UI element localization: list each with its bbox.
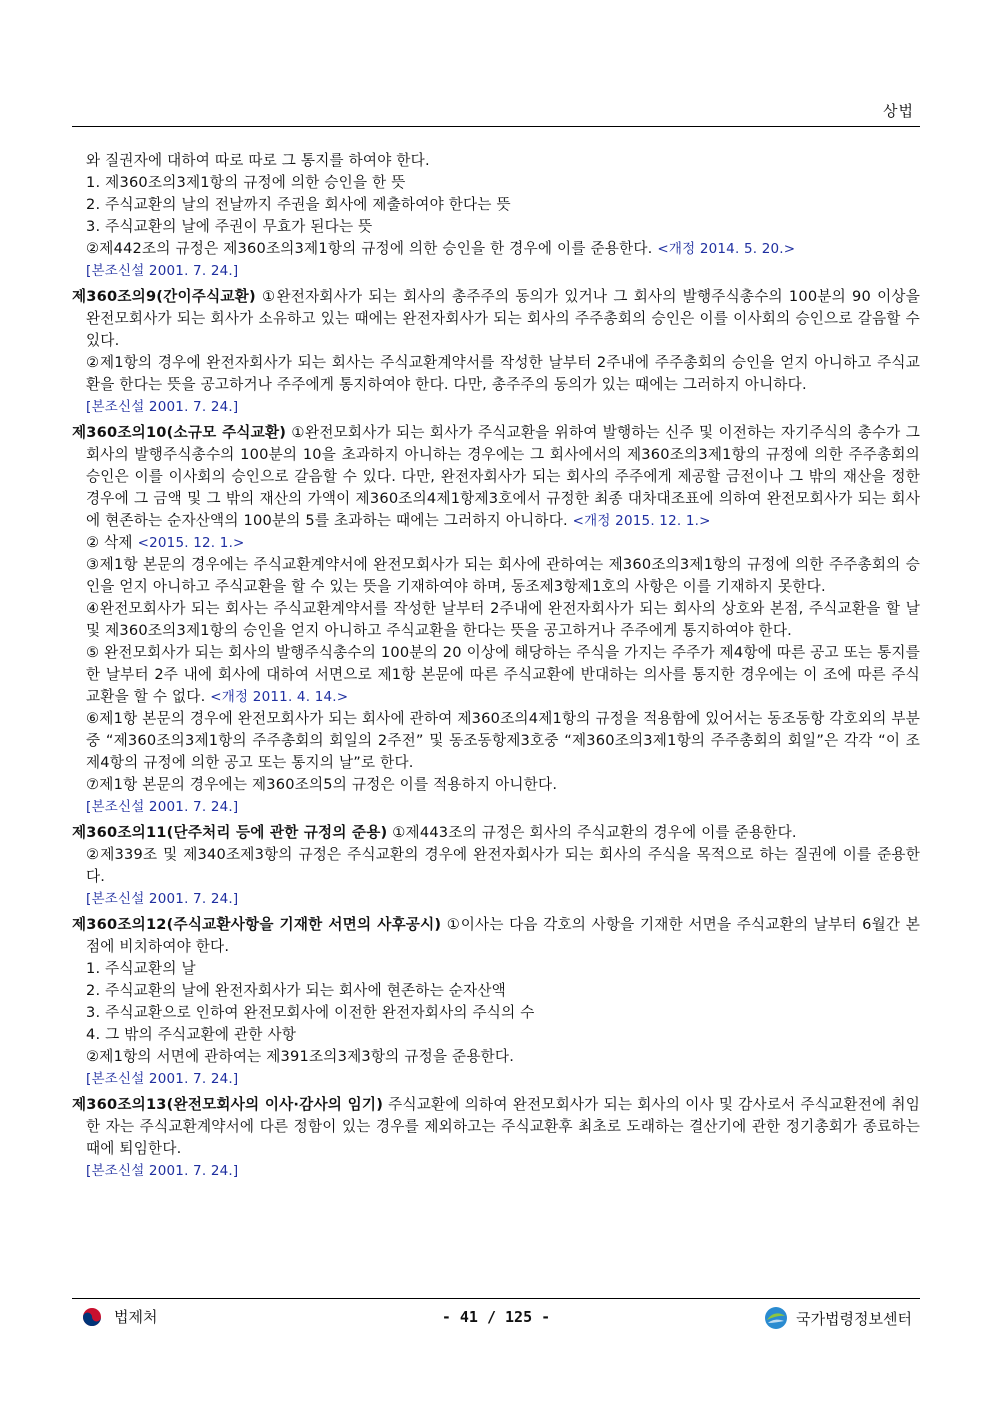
article-paragraph: ②제1항의 서면에 관하여는 제391조의3제3항의 규정을 준용한다. (86, 1048, 515, 1065)
article-360-13 (72, 1094, 920, 1160)
article-paragraph: ①이사는 다음 각호의 사항을 기재한 서면을 주식교환의 날부터 6월간 본점에 비치하여야 한다. (86, 916, 920, 955)
footer-center-label: 국가법령정보센터 (796, 1309, 912, 1328)
intro-paragraph (72, 238, 920, 260)
intro-item: 2. 주식교환의 날의 전날까지 주권을 회사에 제출하여야 한다는 뜻 (86, 196, 511, 213)
article-paragraph: 주식교환에 의하여 완전모회사가 되는 회사의 이사 및 감사로서 주식교환전에 취임한 자는 주식교환계약서에 다른 정함이 있는 경우를 제외하고는 주식교환후 최초로 도래하는 결산기에 관한 정기총회가 종료하는 때에 퇴임한다. (86, 1096, 920, 1157)
globe-logo-icon (764, 1306, 788, 1330)
footer-right (764, 1306, 912, 1330)
article-360-10 (72, 422, 920, 532)
list-item: 1. 주식교환의 날 (86, 960, 196, 977)
article-heading: 제360조의12(주식교환사항을 기재한 서면의 사후공시) (72, 916, 442, 933)
amendment-note: <개정 2011. 4. 14.> (210, 689, 349, 705)
article-paragraph: ⑥제1항 본문의 경우에 완전모회사가 되는 회사에 관하여 제360조의4제1항의 규정을 적용함에 있어서는 동조동항 각호외의 부분중 “제360조의3제1항의 주주총회의 회일의 2주전” 및 동조동항제3호중 “제360조의3제1항의 주주총회의 회일”은 각각 “이 조제4항의 규정에 의한 공고 또는 통지의 날”로 한다. (86, 710, 920, 771)
header-divider (72, 126, 920, 127)
enactment-note: [본조신설 2001. 7. 24.] (86, 399, 239, 415)
article-paragraph (72, 642, 920, 708)
article-paragraph: ⑦제1항 본문의 경우에는 제360조의5의 규정은 이를 적용하지 아니한다. (86, 776, 558, 793)
enactment-note: [본조신설 2001. 7. 24.] (86, 263, 239, 279)
article-paragraph: ④완전모회사가 되는 회사는 주식교환계약서를 작성한 날부터 2주내에 완전자회사가 되는 회사의 상호와 본점, 주식교환을 할 날 및 제360조의3제1항의 승인을 얻지 아니하고 주식교환을 한다는 뜻을 공고하거나 주주에게 통지하여야 한다. (86, 600, 920, 639)
article-paragraph: ②제1항의 경우에 완전자회사가 되는 회사는 주식교환계약서를 작성한 날부터 2주내에 주주총회의 승인을 얻지 아니하고 주식교환을 한다는 뜻을 공고하거나 주주에게 통지하여야 한다. 다만, 총주주의 동의가 있는 때에는 그러하지 아니하다. (86, 354, 920, 393)
enactment-note: [본조신설 2001. 7. 24.] (86, 799, 239, 815)
article-paragraph-text: ⑤ 완전모회사가 되는 회사의 발행주식총수의 100분의 20 이상에 해당하는 주식을 가지는 주주가 제4항에 따른 공고 또는 통지를 한 날부터 2주 내에 회사에 대하여 서면으로 제1항 본문에 따른 주식교환에 반대하는 의사를 통지한 경우에는 이 조에 따른 주식교환을 할 수 없다. (86, 644, 920, 705)
intro-item: 1. 제360조의3제1항의 규정에 의한 승인을 한 뜻 (86, 174, 406, 191)
article-paragraph: ①완전자회사가 되는 회사의 총주주의 동의가 있거나 그 회사의 발행주식총수의 100분의 90 이상을 완전모회사가 되는 회사가 소유하고 있는 때에는 완전자회사가 되는 회사의 주주총회의 승인은 이를 이사회의 승인으로 갈음할 수 있다. (86, 288, 921, 349)
amendment-note: <개정 2014. 5. 20.> (657, 241, 796, 257)
document-body (72, 150, 920, 1182)
article-360-12 (72, 914, 920, 958)
page-number: - 41 / 125 - (441, 1308, 551, 1326)
article-heading: 제360조의9(간이주식교환) (72, 288, 256, 305)
article-heading: 제360조의10(소규모 주식교환) (72, 424, 287, 441)
footer-divider (72, 1298, 920, 1299)
enactment-note: [본조신설 2001. 7. 24.] (86, 891, 239, 907)
article-paragraph (72, 532, 920, 554)
article-heading: 제360조의11(단주처리 등에 관한 규정의 준용) (72, 824, 388, 841)
amendment-note: <2015. 12. 1.> (137, 535, 245, 551)
article-paragraph: ②제339조 및 제340조제3항의 규정은 주식교환의 경우에 완전자회사가 되는 회사의 주식을 목적으로 하는 질권에 이를 준용한다. (86, 846, 920, 885)
article-360-11 (72, 822, 920, 844)
list-item: 4. 그 밖의 주식교환에 관한 사항 (86, 1026, 297, 1043)
enactment-note: [본조신설 2001. 7. 24.] (86, 1071, 239, 1087)
intro-item: 3. 주식교환의 날에 주권이 무효가 된다는 뜻 (86, 218, 373, 235)
deleted-paragraph: ② 삭제 (86, 534, 133, 551)
list-item: 2. 주식교환의 날에 완전자회사가 되는 회사에 현존하는 순자산액 (86, 982, 506, 999)
article-paragraph: ③제1항 본문의 경우에는 주식교환계약서에 완전모회사가 되는 회사에 관하여는 제360조의3제1항의 규정에 의한 주주총회의 승인을 얻지 아니하고 주식교환을 할 수 있는 뜻을 기재하여야 하며, 동조제3항제1호의 사항은 이를 기재하지 못한다. (86, 556, 920, 595)
article-paragraph: ①제443조의 규정은 회사의 주식교환의 경우에 이를 준용한다. (392, 824, 797, 841)
footer-org-label: 법제처 (114, 1308, 158, 1326)
list-item: 3. 주식교환으로 인하여 완전모회사에 이전한 완전자회사의 주식의 수 (86, 1004, 535, 1021)
article-heading: 제360조의13(완전모회사의 이사·감사의 임기) (72, 1096, 384, 1113)
page-header-title: 상법 (883, 102, 914, 120)
intro-paragraph-text: ②제442조의 규정은 제360조의3제1항의 규정에 의한 승인을 한 경우에 이를 준용한다. (86, 240, 653, 257)
article-paragraph: ①완전모회사가 되는 회사가 주식교환을 위하여 발행하는 신주 및 이전하는 자기주식의 총수가 그 회사의 발행주식총수의 100분의 10을 초과하지 아니하는 경우에는 그 회사에서의 제360조의3제1항의 규정에 의한 주주총회의 승인은 이를 이사회의 승인으로 갈음할 수 있다. 다만, 완전자회사가 되는 회사의 주주에게 제공할 금전이나 그 밖의 재산을 정한 경우에 그 금액 및 그 밖의 재산의 가액이 제360조의4제1항제3호에서 규정한 최종 대차대조표에 의하여 완전모회사가 되는 회사에 현존하는 순자산액의 100분의 5를 초과하는 때에는 그러하지 아니하다. (86, 424, 920, 529)
page-footer (72, 1304, 920, 1332)
enactment-note: [본조신설 2001. 7. 24.] (86, 1163, 239, 1179)
article-360-9 (72, 286, 920, 352)
intro-line: 와 질권자에 대하여 따로 따로 그 통지를 하여야 한다. (86, 152, 430, 169)
amendment-note: <개정 2015. 12. 1.> (572, 513, 711, 529)
